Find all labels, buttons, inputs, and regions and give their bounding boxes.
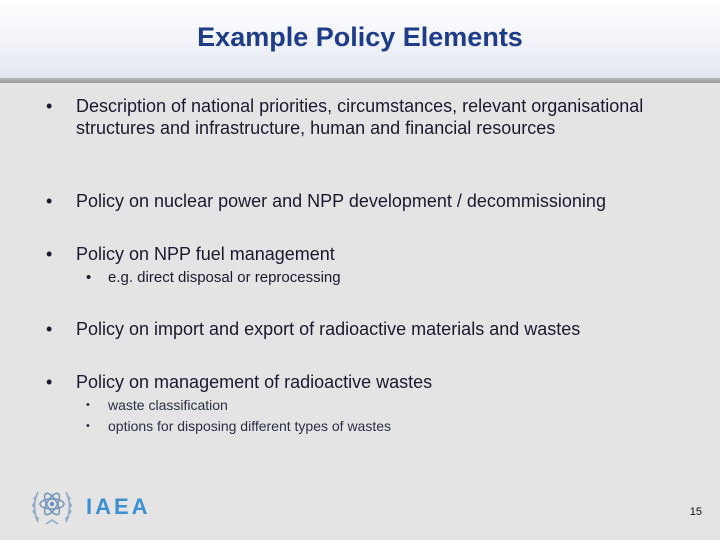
- iaea-logo-icon: [28, 482, 76, 530]
- header-divider: [0, 78, 720, 83]
- sub-bullet-text: e.g. direct disposal or reprocessing: [108, 269, 341, 286]
- sub-bullet-text: waste classification: [108, 397, 228, 413]
- sub-bullet-marker: •: [86, 399, 90, 411]
- bullet-text: Description of national priorities, circumstances, relevant organisational structures and infrastructure, human and financial resources: [76, 96, 644, 138]
- sub-bullet-marker: •: [86, 269, 92, 286]
- brand-name: IAEA: [86, 494, 151, 519]
- page-number: 15: [689, 506, 702, 518]
- bullet-marker: •: [46, 96, 53, 116]
- bullet-marker: •: [46, 191, 53, 211]
- bullet-text: Policy on import and export of radioactive materials and wastes: [76, 319, 581, 339]
- bullet-text: Policy on nuclear power and NPP development / decommissioning: [76, 191, 606, 211]
- bullet-text: Policy on NPP fuel management: [76, 244, 335, 264]
- bullet-marker: •: [46, 244, 53, 264]
- sub-bullet-text: options for disposing different types of wastes: [108, 418, 392, 434]
- bullet-marker: •: [46, 319, 53, 339]
- bullet-marker: •: [46, 372, 53, 392]
- slide-title: Example Policy Elements: [197, 22, 523, 52]
- sub-bullet-marker: •: [86, 420, 90, 432]
- bullet-text: Policy on management of radioactive wastes: [76, 372, 433, 392]
